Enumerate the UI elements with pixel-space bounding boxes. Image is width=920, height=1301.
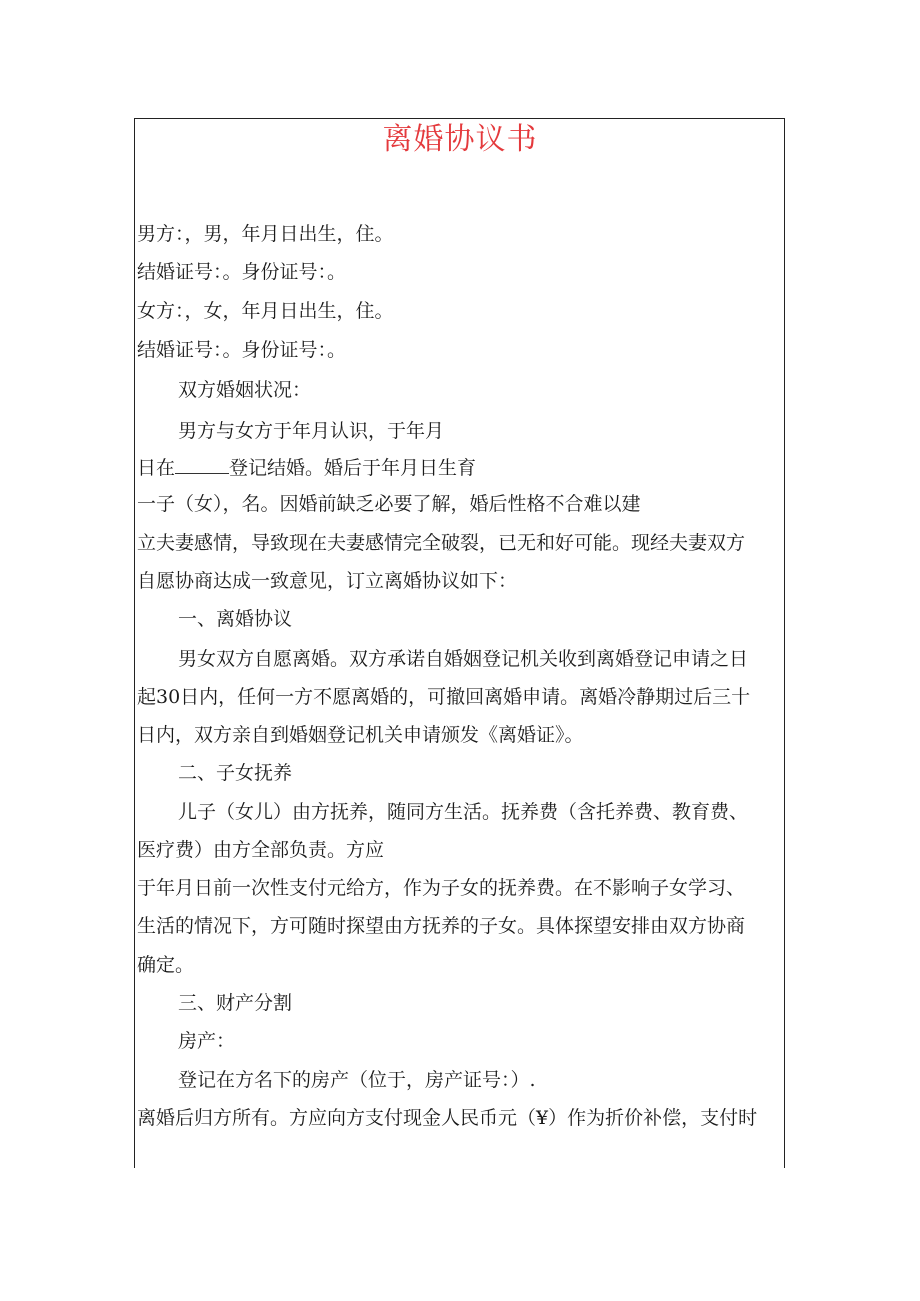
- fill-blank: [175, 457, 229, 474]
- document-title: 离婚协议书: [382, 122, 538, 157]
- text-line: 儿子（女儿）由方抚养，随同方生活。抚养费（含托养费、教育费、: [178, 801, 749, 823]
- section-heading: 二、子女抚养: [178, 762, 293, 784]
- text-line: 双方婚姻状况：: [178, 379, 312, 401]
- text-line: 生活的情况下，方可随时探望由方抚养的子女。具体探望安排由双方协商: [137, 915, 746, 937]
- text-line: 自愿协商达成一致意见，订立离婚协议如下：: [137, 570, 518, 592]
- text-line: 于年月日前一次性支付元给方，作为子女的抚养费。在不影响子女学习、: [137, 877, 746, 899]
- text-line: 结婚证号：。身份证号：。: [137, 339, 347, 361]
- text-line: 房产：: [178, 1030, 236, 1052]
- text-line: [137, 455, 476, 481]
- text-line: 确定。: [137, 954, 195, 976]
- text-fragment: 日在: [137, 457, 176, 479]
- text-line: 日内，双方亲自到婚姻登记机关申请颁发《离婚证》。: [137, 724, 584, 746]
- text-line: 男女双方自愿离婚。双方承诺自婚姻登记机关收到离婚登记申请之日: [178, 648, 749, 670]
- section-heading: 一、离婚协议: [178, 608, 293, 630]
- text-line: 男方：，男，年月日出生，住。: [137, 223, 394, 245]
- text-fragment: 登记结婚。婚后于年月日生育: [229, 457, 477, 479]
- text-line: 一子（女），名。因婚前缺乏必要了解，婚后性格不合难以建: [137, 493, 641, 515]
- text-line: 结婚证号：。身份证号：。: [137, 261, 347, 283]
- text-line: 医疗费）由方全部负责。方应: [137, 839, 385, 861]
- text-line: 女方：，女，年月日出生，住。: [137, 300, 394, 322]
- text-line: 起30日内，任何一方不愿离婚的，可撤回离婚申请。离婚冷静期过后三十: [137, 686, 751, 708]
- text-line: 立夫妻感情，导致现在夫妻感情完全破裂，已无和好可能。现经夫妻双方: [137, 532, 746, 554]
- text-line: 离婚后归方所有。方应向方支付现金人民币元（¥）作为折价补偿，支付时: [137, 1107, 758, 1129]
- text-line: 男方与女方于年月认识，于年月: [178, 420, 445, 442]
- text-line: 登记在方名下的房产（位于，房产证号：）.: [178, 1069, 536, 1091]
- section-heading: 三、财产分割: [178, 992, 293, 1014]
